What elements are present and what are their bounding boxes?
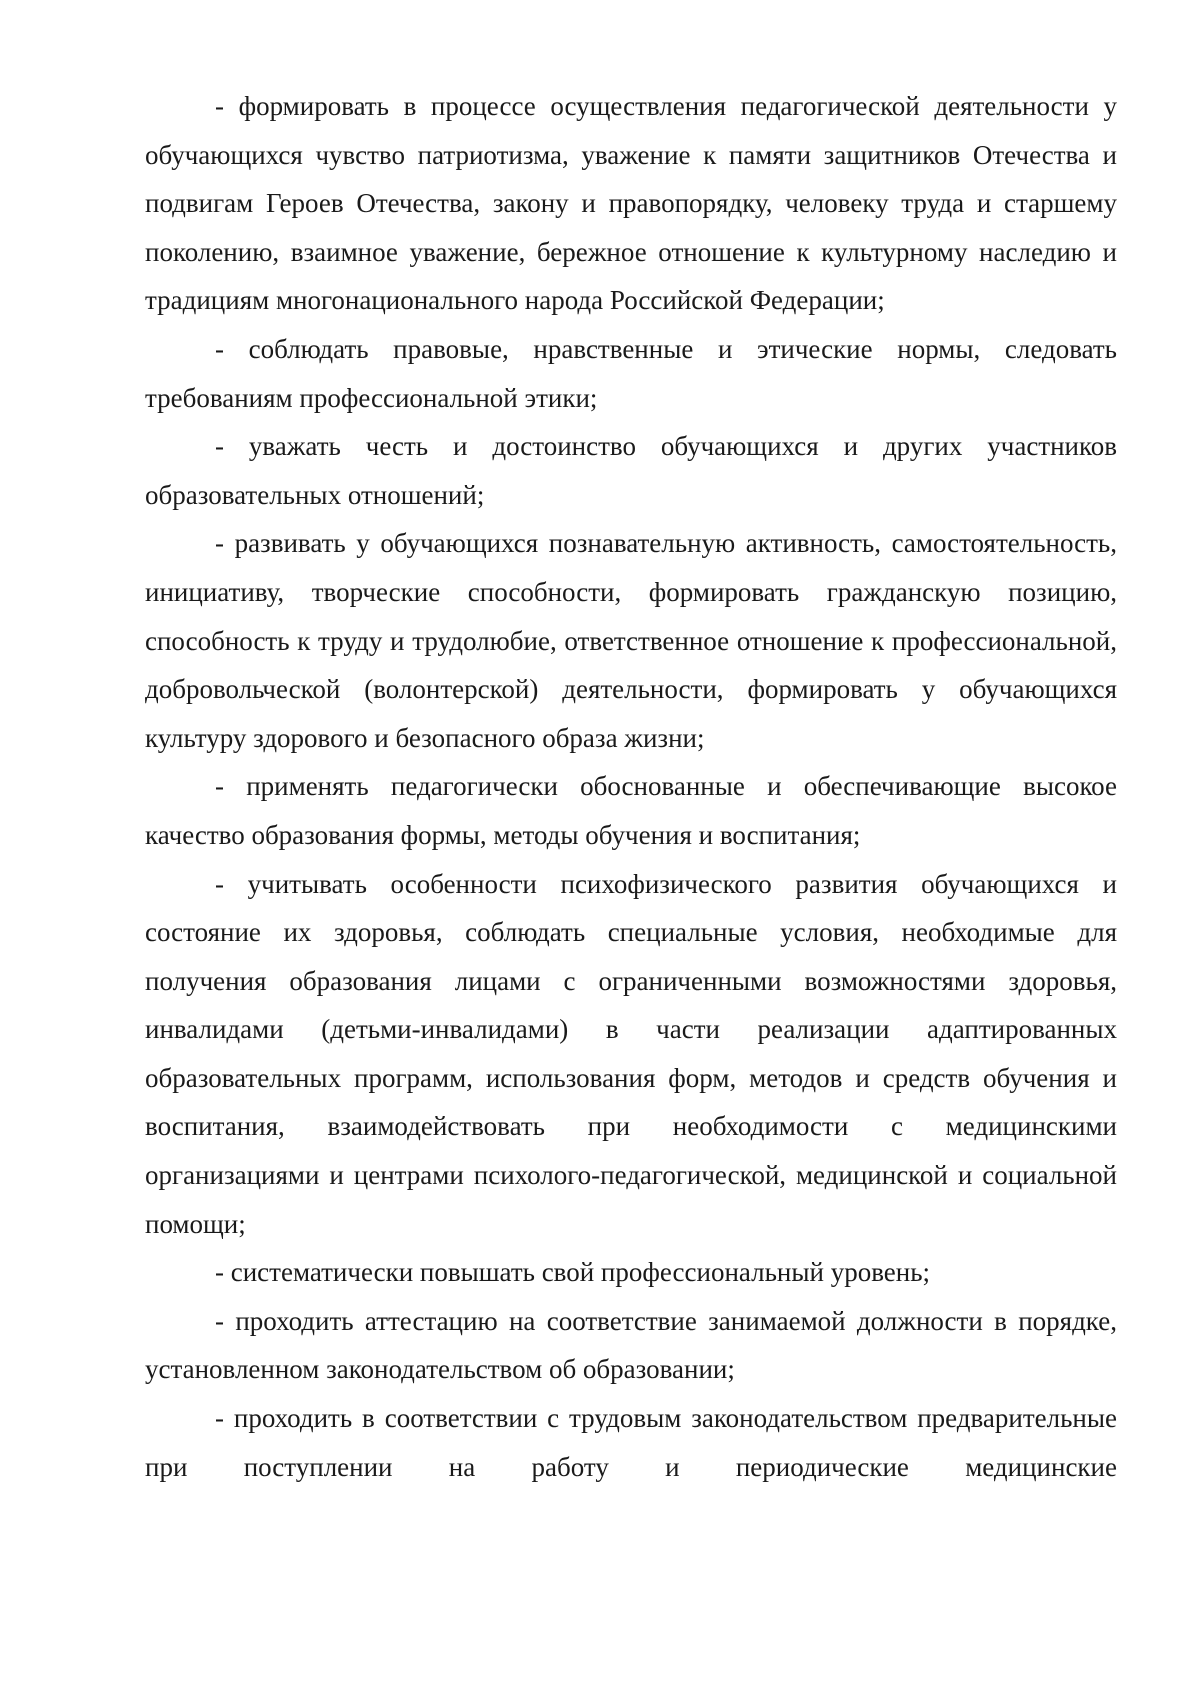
paragraph-respect: - уважать честь и достоинство обучающихся и других участников образовательных отношений; [145, 431, 1117, 510]
paragraph-medical-exams: - проходить в соответствии с трудовым законодательством предварительные при поступлении на работу и периодические медицинские [145, 1403, 1117, 1482]
paragraph-develop-activity: - развивать у обучающихся познавательную активность, самостоятельность, инициативу, творческие способности, формировать гражданскую позицию, способность к труду и трудолюбие, ответственное отношение к профессиональной, добровольческой (волонтерской) деятельности, формировать у обучающихся культуру здорового и безопасного образа жизни; [145, 528, 1117, 753]
paragraph-ethics: - соблюдать правовые, нравственные и этические нормы, следовать требованиям профессиональной этики; [145, 333, 1117, 413]
paragraph-professional-level: - систематически повышать свой профессиональный уровень; [215, 1257, 931, 1288]
paragraph-special-needs: - учитывать особенности психофизического развития обучающихся и состояние их здоровья, соблюдать специальные условия, необходимые для получения образования лицами с ограниченными возможностями здоровья, инвалидами (детьми-инвалидами) в части реализации адаптированных образовательных программ, использования форм, методов и средств обучения и воспитания, взаимодействовать при необходимости с медицинскими организациями и центрами психолого-педагогической, медицинской и социальной помощи; [145, 868, 1117, 1239]
paragraph-attestation: - проходить аттестацию на соответствие занимаемой должности в порядке, установленном законодательством об образовании; [145, 1305, 1117, 1385]
paragraph-patriotism: - формировать в процессе осуществления педагогической деятельности у обучающихся чувство патриотизма, уважение к памяти защитников Отечества и подвигам Героев Отечества, закону и правопорядку, человеку труда и старшему поколению, взаимное уважение, бережное отношение к культурному наследию и традициям многонационального народа Российской Федерации; [145, 91, 1117, 316]
document-body [145, 82, 1117, 1491]
paragraph-methods: - применять педагогически обоснованные и обеспечивающие высокое качество образования формы, методы обучения и воспитания; [145, 771, 1117, 850]
